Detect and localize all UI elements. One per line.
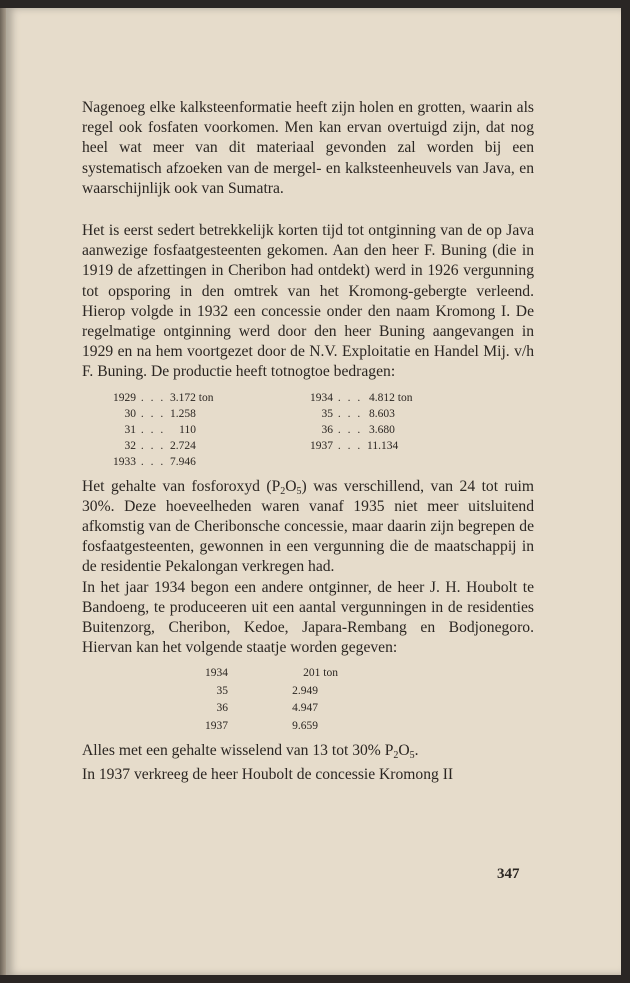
value-cell: 8.603: [369, 407, 395, 420]
value-cell: 2.949: [292, 684, 318, 697]
year-cell: 1934: [310, 391, 333, 404]
year-cell: 36: [321, 423, 333, 436]
table-row: [96, 438, 213, 454]
year-cell: 30: [124, 407, 136, 420]
value-cell: 3.172 ton: [170, 391, 214, 404]
table-row: [293, 406, 412, 422]
page-content: [82, 98, 534, 785]
subscript: 2: [393, 750, 399, 762]
houbolt-column: [192, 665, 338, 735]
value-cell: 7.946: [170, 456, 196, 469]
text-run: O: [398, 742, 410, 760]
paragraph-2: Het is eerst sedert betrekkelijk korten tijd tot ontginning van de op Java aanwezige fosfaatgesteenten gekomen. Aan den heer F. Buning (die in 1919 de afzettingen in Cheribon had ontdekt) werd in 1926 vergunning tot opsporing in den omtrek van het Kromong-gebergte verleend. Hierop volgde in 1932 een concessie onder den naam Kromong I. De regelmatige ontginning werd door den heer Buning aangevangen in 1929 en na hem voortgezet door de N.V. Exploitatie en Handel Mij. v/h F. Buning. De productie heeft totnogtoe bedragen:: [82, 222, 534, 381]
text-run: .: [414, 742, 419, 760]
table-row: [293, 438, 412, 454]
leader-dots: . . .: [140, 456, 166, 469]
leader-dots: . . .: [140, 439, 166, 452]
year-cell: 1934: [205, 667, 228, 680]
table-row: [293, 390, 412, 406]
table-row: [96, 454, 213, 470]
value-cell: 11.134: [367, 439, 399, 452]
leader-dots: . . .: [140, 407, 166, 420]
text-run: Het gehalte van fosforoxyd (P: [82, 477, 281, 495]
subscript: 5: [296, 485, 302, 497]
value-cell: 110: [179, 423, 196, 436]
paragraph-5: [82, 741, 534, 761]
value-cell: 1.258: [170, 407, 196, 420]
year-cell: 1933: [113, 456, 136, 469]
leader-dots: . . .: [337, 423, 363, 436]
table-row: [96, 390, 213, 406]
table-row: [192, 683, 338, 700]
year-cell: 36: [216, 702, 228, 715]
year-cell: 1937: [310, 439, 333, 452]
table-row: [192, 718, 338, 735]
leader-dots: . . .: [337, 407, 363, 420]
subscript: 5: [409, 750, 415, 762]
text-run: Alles met een gehalte wisselend van 13 tot 30% P: [82, 742, 394, 760]
year-cell: 32: [124, 439, 136, 452]
paragraph-6: In 1937 verkreeg de heer Houbolt de concessie Kromong II: [82, 765, 454, 783]
subscript: 2: [280, 485, 286, 497]
value-cell: 3.680: [369, 423, 395, 436]
leader-dots: . . .: [337, 439, 363, 452]
value-cell: 4.812 ton: [369, 391, 413, 404]
value-cell: 201 ton: [303, 667, 338, 680]
text-run: ) was verschillend, van 24 tot ruim 30%. Deze hoeveelheden waren vanaf 1935 niet meer uitsluitend afkomstig van de Cheribonsche concessie, maar daarin zijn begrepen de fosfaatgesteenten, gewonnen in een vergunning die de maatschappij in de residentie Pekalongan verkregen had.: [82, 477, 534, 576]
paragraph-3: [82, 477, 534, 578]
year-cell: 31: [124, 423, 136, 436]
table-row: [293, 422, 412, 438]
leader-dots: . . .: [140, 423, 166, 436]
buning-column-right: [293, 390, 412, 454]
table-row: [96, 422, 213, 438]
leader-dots: . . .: [140, 391, 166, 404]
table-row: [192, 665, 338, 682]
table-row: [96, 406, 213, 422]
paragraph-1: Nagenoeg elke kalksteenformatie heeft zijn holen en grotten, waarin als regel ook fosfaten voorkomen. Men kan ervan overtuigd zijn, dat nog heel wat meer van dit materiaal gevonden zal worden bij een systematisch afzoeken van de mergel- en kalksteenheuvels van Java, en waarschijnlijk ook van Sumatra.: [82, 99, 534, 197]
paragraph-4: In het jaar 1934 begon een andere ontginner, de heer J. H. Houbolt te Bandoeng, te produceeren uit een aantal vergunningen in de residenties Buitenzorg, Cheribon, Kedoe, Japara-Rembang en Bodjonegoro. Hiervan kan het volgende staatje worden gegeven:: [82, 578, 534, 657]
buning-production-table: [82, 390, 534, 470]
year-cell: 1937: [205, 719, 228, 732]
value-cell: 9.659: [292, 719, 318, 732]
year-cell: 35: [321, 407, 333, 420]
value-cell: 4.947: [292, 702, 318, 715]
buning-column-left: [96, 390, 213, 470]
leader-dots: . . .: [337, 391, 363, 404]
year-cell: 35: [216, 684, 228, 697]
text-run: O: [285, 477, 297, 495]
page-number: 347: [497, 866, 520, 882]
year-cell: 1929: [113, 391, 136, 404]
value-cell: 2.724: [170, 439, 196, 452]
houbolt-production-table: [82, 665, 534, 735]
table-row: [192, 700, 338, 717]
